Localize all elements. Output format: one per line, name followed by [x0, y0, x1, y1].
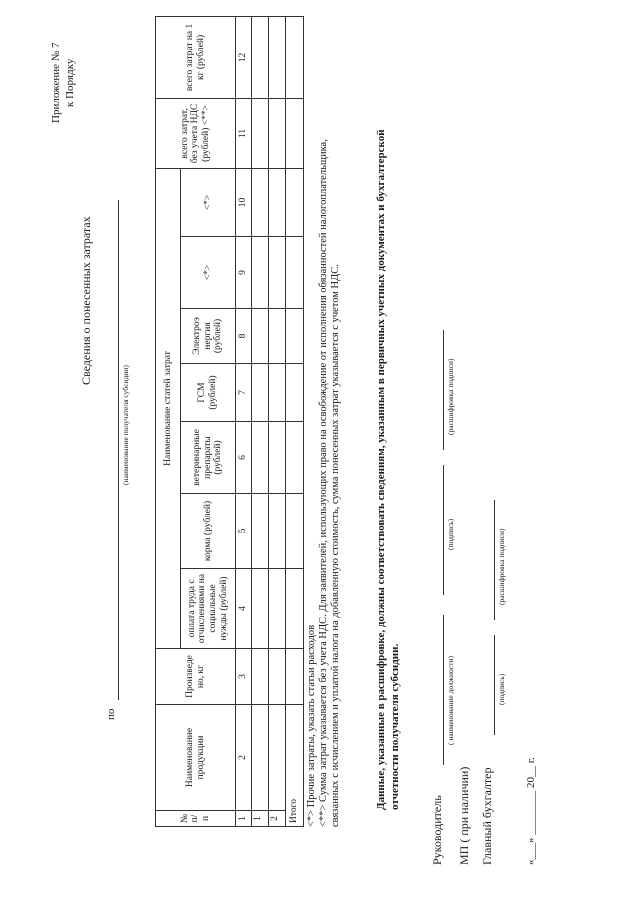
header-cost-items-group: Наименование статей затрат [156, 168, 181, 648]
column-number: 7 [236, 364, 252, 422]
header-other-2: <*> [181, 168, 236, 236]
header-vet: ветеринарные препараты (рублей) [181, 422, 236, 494]
column-number: 2 [236, 705, 252, 811]
total-row [286, 16, 304, 826]
head-decoding-caption: (расшифровка подписи) [446, 358, 455, 435]
footnote-other-costs: <*> Прочие затраты, указать статьи расходов [306, 624, 317, 827]
table-row [269, 16, 286, 826]
header-product: Наименование продукции [156, 705, 236, 811]
total-label: Итого [286, 705, 304, 827]
footnote-vat: <**> Сумма затрат указывается без учета НДС. Для заявителей, использующих право на освобождение от исполнения обязанностей налогоплательщика, [318, 139, 329, 827]
column-number: 10 [236, 168, 252, 236]
table-row [252, 16, 269, 826]
head-label: Руководитель [430, 795, 444, 865]
date-line: «___» ________ 20__ г. [525, 757, 537, 865]
header-electricity: Электроэ нергия (рублей) [181, 309, 236, 364]
accountant-label: Главный бухгалтер [480, 767, 494, 865]
appendix-line-2: к Порядку [64, 58, 76, 107]
header-cost-per-kg: всего затрат на 1 кг (рублей) [156, 16, 236, 98]
statement-line-2: отчетности получателя субсидии. [389, 643, 401, 810]
header-other-1: <*> [181, 237, 236, 309]
header-fuel: ГСМ (рублей) [181, 364, 236, 422]
recipient-prefix: по [105, 708, 117, 720]
head-decoding-line [443, 330, 444, 450]
header-produced: Произведе но, кг [156, 649, 236, 705]
header-labour: оплата труда с отчислениями на социальные нужды (рублей) [181, 569, 236, 649]
column-number: 4 [236, 569, 252, 649]
head-signature-line [443, 465, 444, 595]
recipient-underline [118, 200, 119, 700]
recipient-caption: (наименование получателя субсидии) [121, 365, 130, 485]
column-number-row [236, 16, 252, 826]
accountant-decoding-line [494, 500, 495, 620]
row-number: 1 [252, 811, 269, 827]
column-number: 12 [236, 16, 252, 98]
document-title: Сведения о понесенных затратах [79, 216, 93, 385]
accountant-decoding-caption: (расшифровка подписи) [497, 528, 506, 605]
header-num: № п/п [156, 811, 236, 827]
stamp-label: МП ( при наличии) [457, 766, 471, 865]
column-number: 8 [236, 309, 252, 364]
appendix-line-1: Приложение № 7 [50, 42, 62, 123]
column-number: 3 [236, 649, 252, 705]
statement-line-1: Данные, указанные в расшифровке, должны соответствовать сведениям, указанным в первичных учетных документах и бухгалтерской [375, 129, 387, 810]
costs-table [155, 16, 304, 827]
header-feed: корма (рублей) [181, 494, 236, 569]
column-number: 5 [236, 494, 252, 569]
footnote-vat-continued: связанных с исчислением и уплатой налога на добавленную стоимость, сумма понесенных затрат указывается с учетом НДС. [330, 264, 341, 827]
column-number: 6 [236, 422, 252, 494]
header-total-cost: всего затрат, без учета НДС (рублей) <**> [156, 98, 236, 168]
accountant-signature-line [494, 635, 495, 735]
position-caption: ( наименование должности) [446, 655, 455, 745]
column-number: 9 [236, 237, 252, 309]
column-number: 1 [236, 811, 252, 827]
position-line [443, 615, 444, 765]
row-number: 2 [269, 811, 286, 827]
column-number: 11 [236, 98, 252, 168]
accountant-signature-caption: (подпись) [497, 673, 506, 705]
head-signature-caption: (подпись) [446, 518, 455, 550]
